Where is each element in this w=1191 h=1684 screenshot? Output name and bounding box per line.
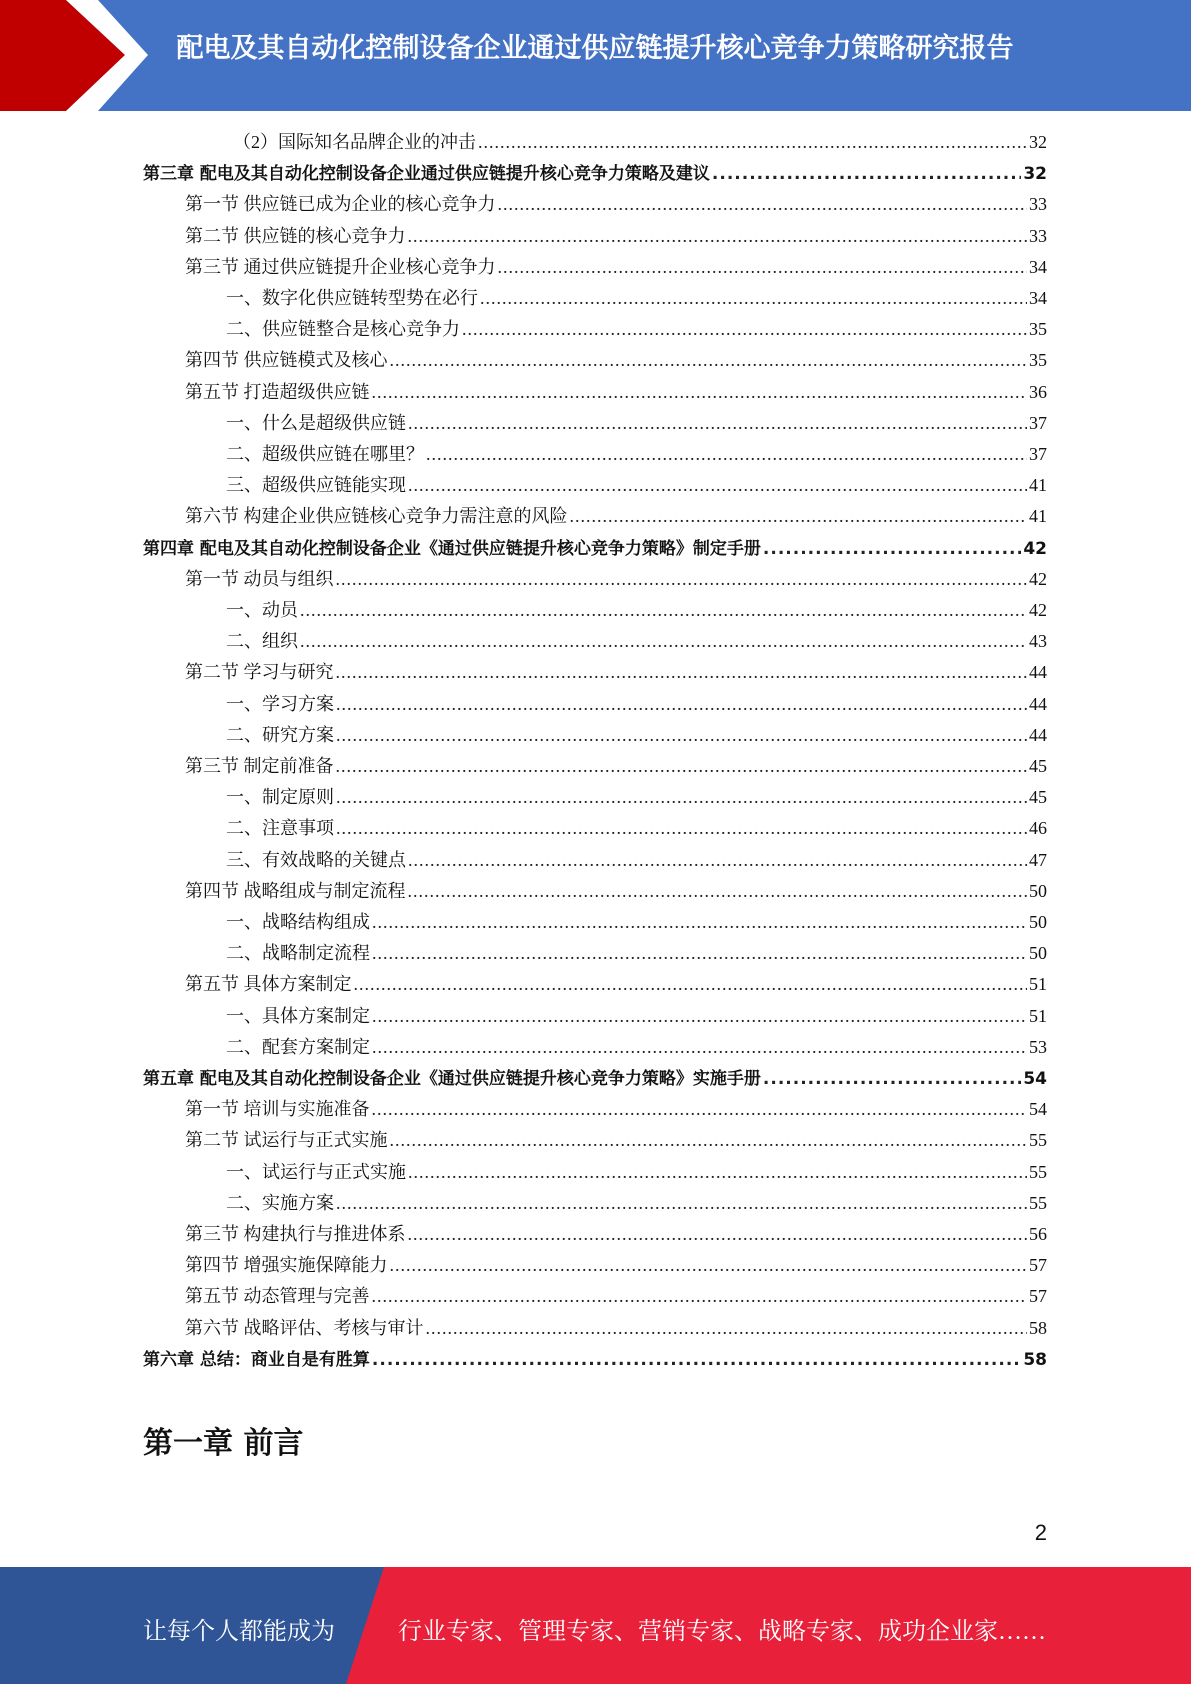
toc-entry-page: 57 — [1029, 1255, 1047, 1276]
toc-entry-label: 一、试运行与正式实施 — [226, 1161, 406, 1182]
toc-entry-label: 三、有效战略的关键点 — [226, 849, 406, 870]
toc-dot-leader — [372, 1286, 1028, 1307]
toc-entry-label: 第三节 通过供应链提升企业核心竞争力 — [185, 256, 496, 277]
toc-entry-page: 50 — [1029, 943, 1047, 964]
toc-entry-page: 56 — [1029, 1224, 1047, 1244]
toc-entry-label: 二、超级供应链在哪里？ — [226, 444, 424, 464]
toc-entry-label: 二、组织 — [226, 631, 298, 652]
toc-dot-leader — [336, 787, 1027, 808]
toc-dot-leader — [408, 413, 1027, 434]
toc-entry-page: 33 — [1029, 225, 1047, 246]
toc-entry[interactable] — [185, 1126, 1047, 1154]
toc-entry-page: 34 — [1029, 288, 1047, 308]
toc-entry-page: 37 — [1029, 412, 1047, 433]
toc-dot-leader — [480, 288, 1027, 309]
toc-entry-page: 50 — [1029, 912, 1047, 932]
toc-entry[interactable] — [185, 877, 1047, 905]
toc-dot-leader — [763, 539, 1021, 559]
toc-entry-label: 二、战略制定流程 — [226, 943, 370, 964]
toc-entry-label: 第一节 培训与实施准备 — [185, 1099, 370, 1120]
toc-entry-label: 第三节 构建执行与推进体系 — [185, 1224, 406, 1244]
toc-entry-label: 第二节 试运行与正式实施 — [185, 1130, 388, 1151]
toc-entry-label: 二、供应链整合是核心竞争力 — [226, 319, 460, 340]
toc-entry[interactable] — [226, 596, 1047, 624]
toc-entry[interactable] — [185, 565, 1047, 593]
toc-dot-leader — [408, 1224, 1028, 1245]
toc-entry[interactable] — [185, 346, 1047, 374]
toc-entry-label: 第五节 具体方案制定 — [185, 974, 352, 995]
footer-slogan-left: 让每个人都能成为 — [143, 1619, 335, 1645]
toc-dot-leader — [408, 226, 1028, 247]
toc-entry-page: 41 — [1029, 475, 1047, 496]
toc-entry-page: 44 — [1029, 662, 1047, 683]
toc-entry[interactable] — [185, 1282, 1047, 1310]
toc-entry-page: 55 — [1029, 1130, 1047, 1151]
toc-chapter-entry[interactable] — [143, 1064, 1047, 1092]
toc-entry[interactable] — [185, 970, 1047, 998]
page-header-banner — [0, 0, 1191, 111]
toc-dot-leader — [570, 506, 1028, 527]
page-footer-banner — [0, 1567, 1191, 1684]
toc-entry-page: 44 — [1029, 724, 1047, 745]
toc-dot-leader — [462, 319, 1027, 340]
toc-chapter-entry[interactable] — [143, 1345, 1047, 1373]
toc-entry-label: 第六章 总结：商业自是有胜算 — [143, 1349, 370, 1370]
toc-entry-label: 一、数字化供应链转型势在必行 — [226, 288, 478, 308]
toc-entry-page: 34 — [1029, 256, 1047, 277]
toc-entry-page: 42 — [1029, 600, 1047, 620]
toc-dot-leader — [336, 818, 1027, 839]
toc-dot-leader — [498, 194, 1028, 215]
toc-dot-leader — [498, 257, 1028, 278]
toc-entry-page: 55 — [1029, 1161, 1047, 1182]
toc-entry[interactable] — [226, 939, 1047, 967]
toc-entry[interactable] — [226, 440, 1047, 468]
toc-entry-label: 第六节 构建企业供应链核心竞争力需注意的风险 — [185, 506, 568, 527]
toc-dot-leader — [408, 475, 1027, 496]
toc-dot-leader — [408, 850, 1027, 871]
toc-entry[interactable] — [226, 846, 1047, 874]
toc-dot-leader — [336, 662, 1028, 683]
toc-entry-page: 58 — [1023, 1349, 1047, 1370]
toc-entry-page: 42 — [1029, 568, 1047, 589]
toc-entry[interactable] — [185, 378, 1047, 406]
toc-dot-leader — [390, 350, 1028, 371]
toc-entry-label: 第四节 战略组成与制定流程 — [185, 880, 406, 901]
toc-entry-label: 第五节 动态管理与完善 — [185, 1286, 370, 1307]
toc-entry[interactable] — [226, 409, 1047, 437]
toc-entry[interactable] — [226, 690, 1047, 718]
toc-dot-leader — [408, 881, 1028, 902]
toc-entry-label: 第三章 配电及其自动化控制设备企业通过供应链提升核心竞争力策略及建议 — [143, 164, 710, 185]
toc-entry-page: 35 — [1029, 350, 1047, 371]
toc-entry-page: 33 — [1029, 194, 1047, 215]
toc-entry-page: 45 — [1029, 787, 1047, 808]
toc-entry[interactable] — [226, 1189, 1047, 1217]
toc-entry-page: 47 — [1029, 849, 1047, 870]
toc-entry-label: 二、注意事项 — [226, 818, 334, 839]
toc-entry-label: 第一节 供应链已成为企业的核心竞争力 — [185, 194, 496, 215]
toc-entry-label: 一、什么是超级供应链 — [226, 412, 406, 433]
toc-entry[interactable] — [185, 1314, 1047, 1342]
toc-entry-label: 第四节 增强实施保障能力 — [185, 1255, 388, 1276]
toc-dot-leader — [336, 756, 1028, 777]
toc-entry-label: 第四章 配电及其自动化控制设备企业《通过供应链提升核心竞争力策略》制定手册 — [143, 538, 761, 559]
toc-entry[interactable] — [226, 783, 1047, 811]
toc-entry[interactable] — [185, 222, 1047, 250]
toc-entry[interactable] — [226, 1158, 1047, 1186]
toc-entry-page: 43 — [1029, 631, 1047, 652]
toc-entry[interactable] — [226, 627, 1047, 655]
toc-entry-label: 第四节 供应链模式及核心 — [185, 350, 388, 371]
toc-entry-page: 51 — [1029, 1005, 1047, 1026]
toc-dot-leader — [372, 943, 1027, 964]
toc-dot-leader — [336, 569, 1028, 590]
toc-entry-page: 58 — [1029, 1317, 1047, 1338]
toc-entry-page: 50 — [1029, 880, 1047, 901]
toc-entry-label: 三、超级供应链能实现 — [226, 475, 406, 496]
toc-entry-page: 45 — [1029, 756, 1047, 776]
toc-entry[interactable] — [185, 253, 1047, 281]
toc-dot-leader — [390, 1255, 1028, 1276]
toc-entry[interactable] — [185, 752, 1047, 780]
toc-entry[interactable] — [185, 658, 1047, 686]
toc-entry[interactable] — [226, 1033, 1047, 1061]
toc-entry[interactable] — [226, 471, 1047, 499]
toc-dot-leader — [300, 600, 1027, 621]
toc-entry-page: 53 — [1029, 1036, 1047, 1057]
toc-dot-leader — [712, 164, 1021, 184]
toc-entry-label: 第二节 供应链的核心竞争力 — [185, 225, 406, 246]
footer-slogan-right: 行业专家、管理专家、营销专家、战略专家、成功企业家…… — [398, 1619, 1046, 1645]
chapter-heading: 第一章 前言 — [143, 1426, 304, 1461]
toc-entry-label: 一、制定原则 — [226, 787, 334, 808]
toc-dot-leader — [426, 1318, 1028, 1339]
toc-entry-label: 一、具体方案制定 — [226, 1005, 370, 1026]
toc-dot-leader — [372, 1099, 1028, 1120]
report-title: 配电及其自动化控制设备企业通过供应链提升核心竞争力策略研究报告 — [176, 33, 1014, 64]
toc-entry[interactable] — [226, 1002, 1047, 1030]
toc-entry-label: 一、学习方案 — [226, 693, 334, 714]
toc-dot-leader — [372, 1006, 1027, 1027]
toc-dot-leader — [354, 974, 1028, 995]
toc-entry[interactable] — [185, 1220, 1047, 1248]
toc-entry[interactable] — [185, 1251, 1047, 1279]
toc-dot-leader — [478, 132, 1027, 153]
toc-dot-leader — [336, 694, 1027, 715]
toc-entry[interactable] — [226, 315, 1047, 343]
toc-entry-page: 41 — [1029, 506, 1047, 527]
toc-entry-label: 二、实施方案 — [226, 1192, 334, 1213]
toc-entry-page: 37 — [1029, 444, 1047, 464]
toc-entry-label: （2）国际知名品牌企业的冲击 — [233, 132, 476, 152]
toc-dot-leader — [300, 631, 1027, 652]
toc-entry[interactable] — [185, 1095, 1047, 1123]
toc-entry-page: 54 — [1023, 1069, 1047, 1089]
toc-dot-leader — [336, 1193, 1027, 1214]
toc-entry-label: 第三节 制定前准备 — [185, 756, 334, 776]
toc-entry-label: 二、配套方案制定 — [226, 1036, 370, 1057]
toc-entry-label: 一、动员 — [226, 600, 298, 620]
toc-entry-page: 44 — [1029, 693, 1047, 714]
toc-entry-page: 54 — [1029, 1099, 1047, 1120]
toc-entry-page: 57 — [1029, 1286, 1047, 1307]
toc-entry-label: 第二节 学习与研究 — [185, 662, 334, 683]
toc-entry-label: 第五章 配电及其自动化控制设备企业《通过供应链提升核心竞争力策略》实施手册 — [143, 1069, 761, 1089]
toc-dot-leader — [408, 1162, 1027, 1183]
toc-entry[interactable] — [185, 190, 1047, 218]
toc-entry-label: 第六节 战略评估、考核与审计 — [185, 1317, 424, 1338]
toc-chapter-entry[interactable] — [143, 159, 1047, 187]
toc-dot-leader — [426, 444, 1027, 465]
toc-entry-page: 35 — [1029, 319, 1047, 340]
toc-dot-leader — [336, 725, 1027, 746]
toc-chapter-entry[interactable] — [143, 534, 1047, 562]
toc-entry[interactable] — [226, 908, 1047, 936]
toc-entry[interactable] — [226, 721, 1047, 749]
toc-entry-page: 46 — [1029, 818, 1047, 839]
toc-entry-page: 36 — [1029, 381, 1047, 402]
toc-entry-label: 第五节 打造超级供应链 — [185, 381, 370, 402]
toc-dot-leader — [372, 382, 1028, 403]
toc-dot-leader — [372, 912, 1027, 933]
toc-entry-label: 二、研究方案 — [226, 724, 334, 745]
toc-entry-label: 一、战略结构组成 — [226, 912, 370, 932]
toc-entry-page: 32 — [1023, 164, 1047, 185]
toc-dot-leader — [372, 1350, 1021, 1370]
toc-entry[interactable] — [226, 814, 1047, 842]
toc-entry[interactable] — [226, 284, 1047, 312]
page-number: 2 — [1034, 1520, 1047, 1545]
toc-dot-leader — [372, 1037, 1027, 1058]
toc-dot-leader — [763, 1069, 1021, 1089]
toc-entry[interactable] — [233, 128, 1047, 156]
toc-entry[interactable] — [185, 502, 1047, 530]
toc-entry-page: 51 — [1029, 974, 1047, 995]
toc-entry-label: 第一节 动员与组织 — [185, 568, 334, 589]
toc-entry-page: 55 — [1029, 1192, 1047, 1213]
toc-entry-page: 42 — [1023, 538, 1047, 559]
toc-dot-leader — [390, 1130, 1028, 1151]
toc-entry-page: 32 — [1029, 132, 1047, 152]
